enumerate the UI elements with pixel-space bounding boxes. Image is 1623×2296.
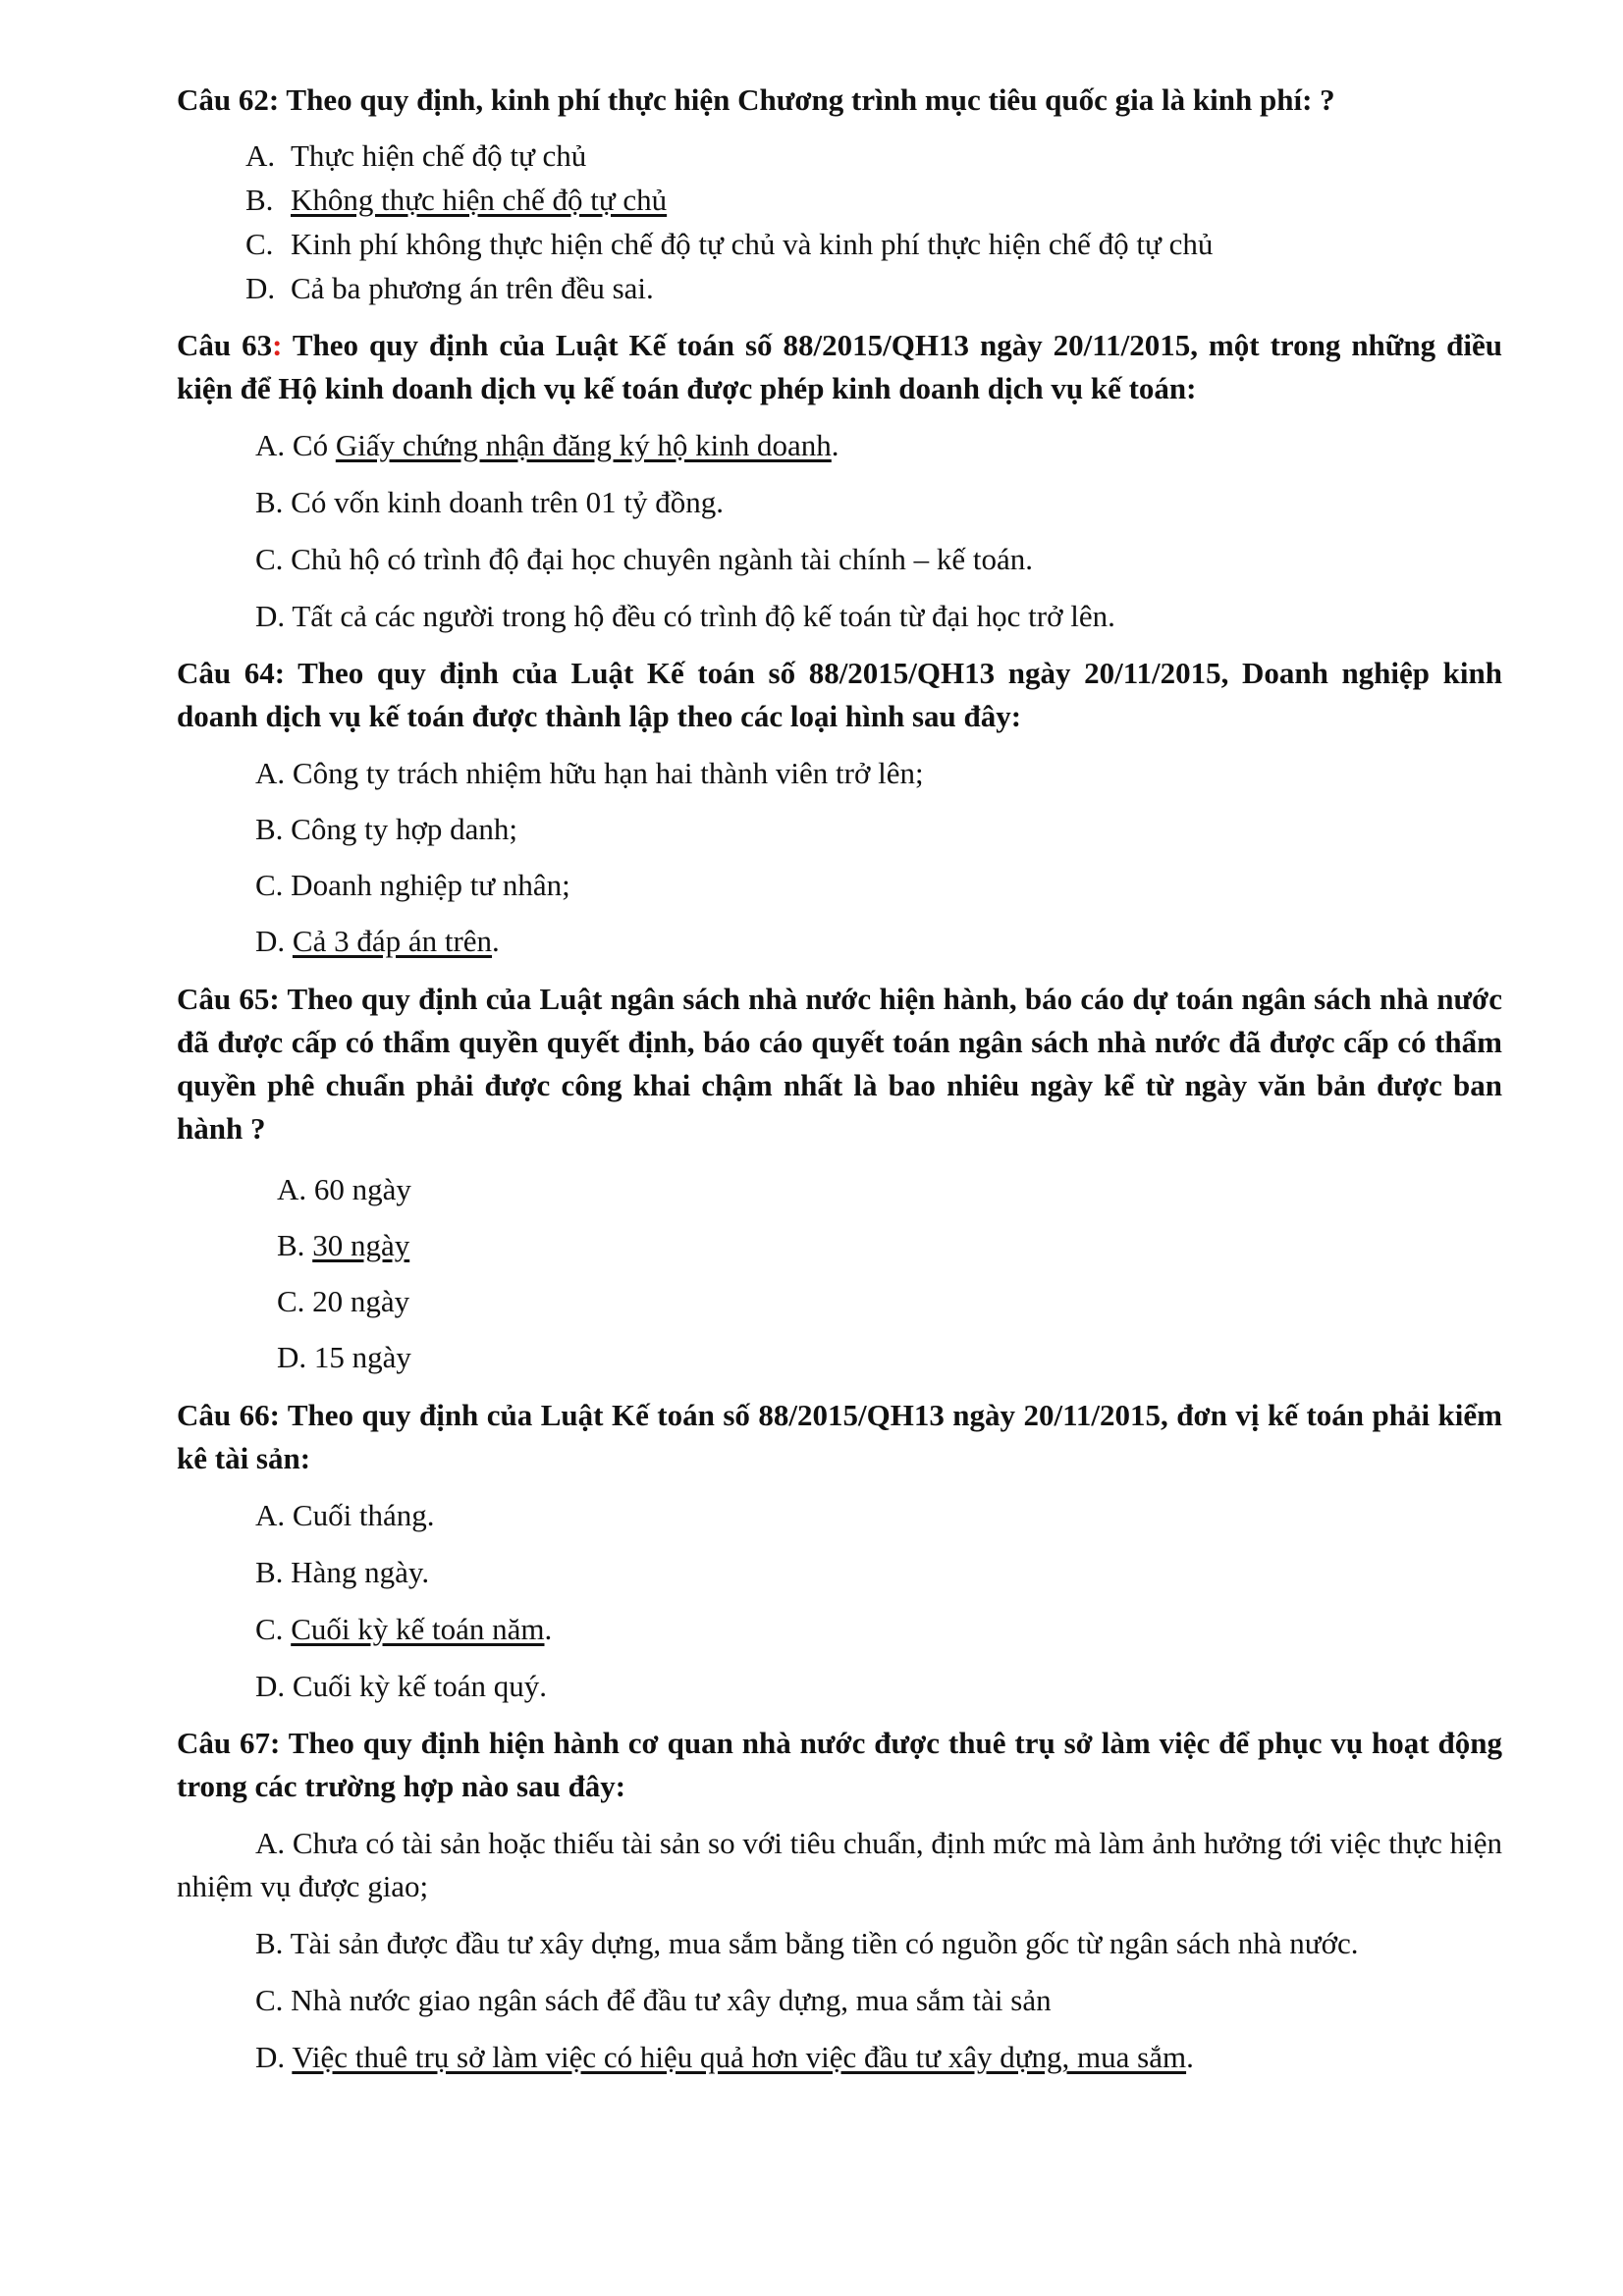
q62-option-c: C. Kinh phí không thực hiện chế độ tự chủ và kinh phí thực hiện chế độ tự chủ bbox=[245, 227, 1214, 261]
q62-option-b: B. Không thực hiện chế độ tự chủ bbox=[245, 183, 668, 217]
q62-option-d: D. Cả ba phương án trên đều sai. bbox=[245, 271, 654, 305]
q63-option-d: D. Tất cả các người trong hộ đều có trình độ kế toán từ đại học trở lên. bbox=[255, 599, 1115, 633]
question-65: Câu 65: Theo quy định của Luật ngân sách nhà nước hiện hành, báo cáo dự toán ngân sách nhà nước đã được cấp có thẩm quyền quyết định, báo cáo quyết toán ngân sách nhà nước đã được cấp có thẩm quyền phê chuẩn phải được công khai chậm nhất là bao nhiêu ngày kể từ ngày văn bản được ban hành ? bbox=[177, 982, 1502, 1146]
q64-option-d: D. Cả 3 đáp án trên. bbox=[255, 924, 500, 958]
question-64: Câu 64: Theo quy định của Luật Kế toán số 88/2015/QH13 ngày 20/11/2015, Doanh nghiệp kinh doanh dịch vụ kế toán được thành lập theo các loại hình sau đây: bbox=[177, 656, 1502, 733]
q65-option-b: B. 30 ngày bbox=[277, 1228, 410, 1262]
q66-option-d: D. Cuối kỳ kế toán quý. bbox=[255, 1669, 548, 1703]
q65-option-c: C. 20 ngày bbox=[277, 1284, 410, 1318]
q67-option-b: B. Tài sản được đầu tư xây dựng, mua sắm bằng tiền có nguồn gốc từ ngân sách nhà nước. bbox=[255, 1926, 1359, 1960]
q63-option-b: B. Có vốn kinh doanh trên 01 tỷ đồng. bbox=[255, 485, 725, 519]
q63-option-c: C. Chủ hộ có trình độ đại học chuyên ngành tài chính – kế toán. bbox=[255, 542, 1034, 576]
q64-option-b: B. Công ty hợp danh; bbox=[255, 812, 517, 846]
q67-option-c: C. Nhà nước giao ngân sách để đầu tư xây dựng, mua sắm tài sản bbox=[255, 1983, 1052, 2017]
question-67: Câu 67: Theo quy định hiện hành cơ quan nhà nước được thuê trụ sở làm việc để phục vụ hoạt động trong các trường hợp nào sau đây: bbox=[177, 1726, 1502, 1803]
q65-option-a: A. 60 ngày bbox=[277, 1172, 411, 1206]
q63-option-a: A. Có Giấy chứng nhận đăng ký hộ kinh doanh. bbox=[255, 428, 839, 462]
question-63: Câu 63: Theo quy định của Luật Kế toán số 88/2015/QH13 ngày 20/11/2015, một trong những điều kiện để Hộ kinh doanh dịch vụ kế toán được phép kinh doanh dịch vụ kế toán: bbox=[177, 328, 1502, 405]
q65-option-d: D. 15 ngày bbox=[277, 1340, 411, 1374]
q66-option-a: A. Cuối tháng. bbox=[255, 1498, 435, 1532]
question-66: Câu 66: Theo quy định của Luật Kế toán số 88/2015/QH13 ngày 20/11/2015, đơn vị kế toán phải kiểm kê tài sản: bbox=[177, 1398, 1502, 1475]
q64-option-a: A. Công ty trách nhiệm hữu hạn hai thành viên trở lên; bbox=[255, 756, 924, 790]
q66-option-b: B. Hàng ngày. bbox=[255, 1555, 430, 1589]
q62-option-a: A. Thực hiện chế độ tự chủ bbox=[245, 138, 587, 173]
q67-option-d: D. Việc thuê trụ sở làm việc có hiệu quả hơn việc đầu tư xây dựng, mua sắm. bbox=[255, 2040, 1194, 2074]
q67-option-a: A. Chưa có tài sản hoặc thiếu tài sản so với tiêu chuẩn, định mức mà làm ảnh hưởng tới việc thực hiện nhiệm vụ được giao; bbox=[177, 1826, 1502, 1903]
q66-option-c: C. Cuối kỳ kế toán năm. bbox=[255, 1612, 553, 1646]
q64-option-c: C. Doanh nghiệp tư nhân; bbox=[255, 868, 570, 902]
question-62: Câu 62: Theo quy định, kinh phí thực hiện Chương trình mục tiêu quốc gia là kinh phí: ? bbox=[177, 82, 1335, 117]
